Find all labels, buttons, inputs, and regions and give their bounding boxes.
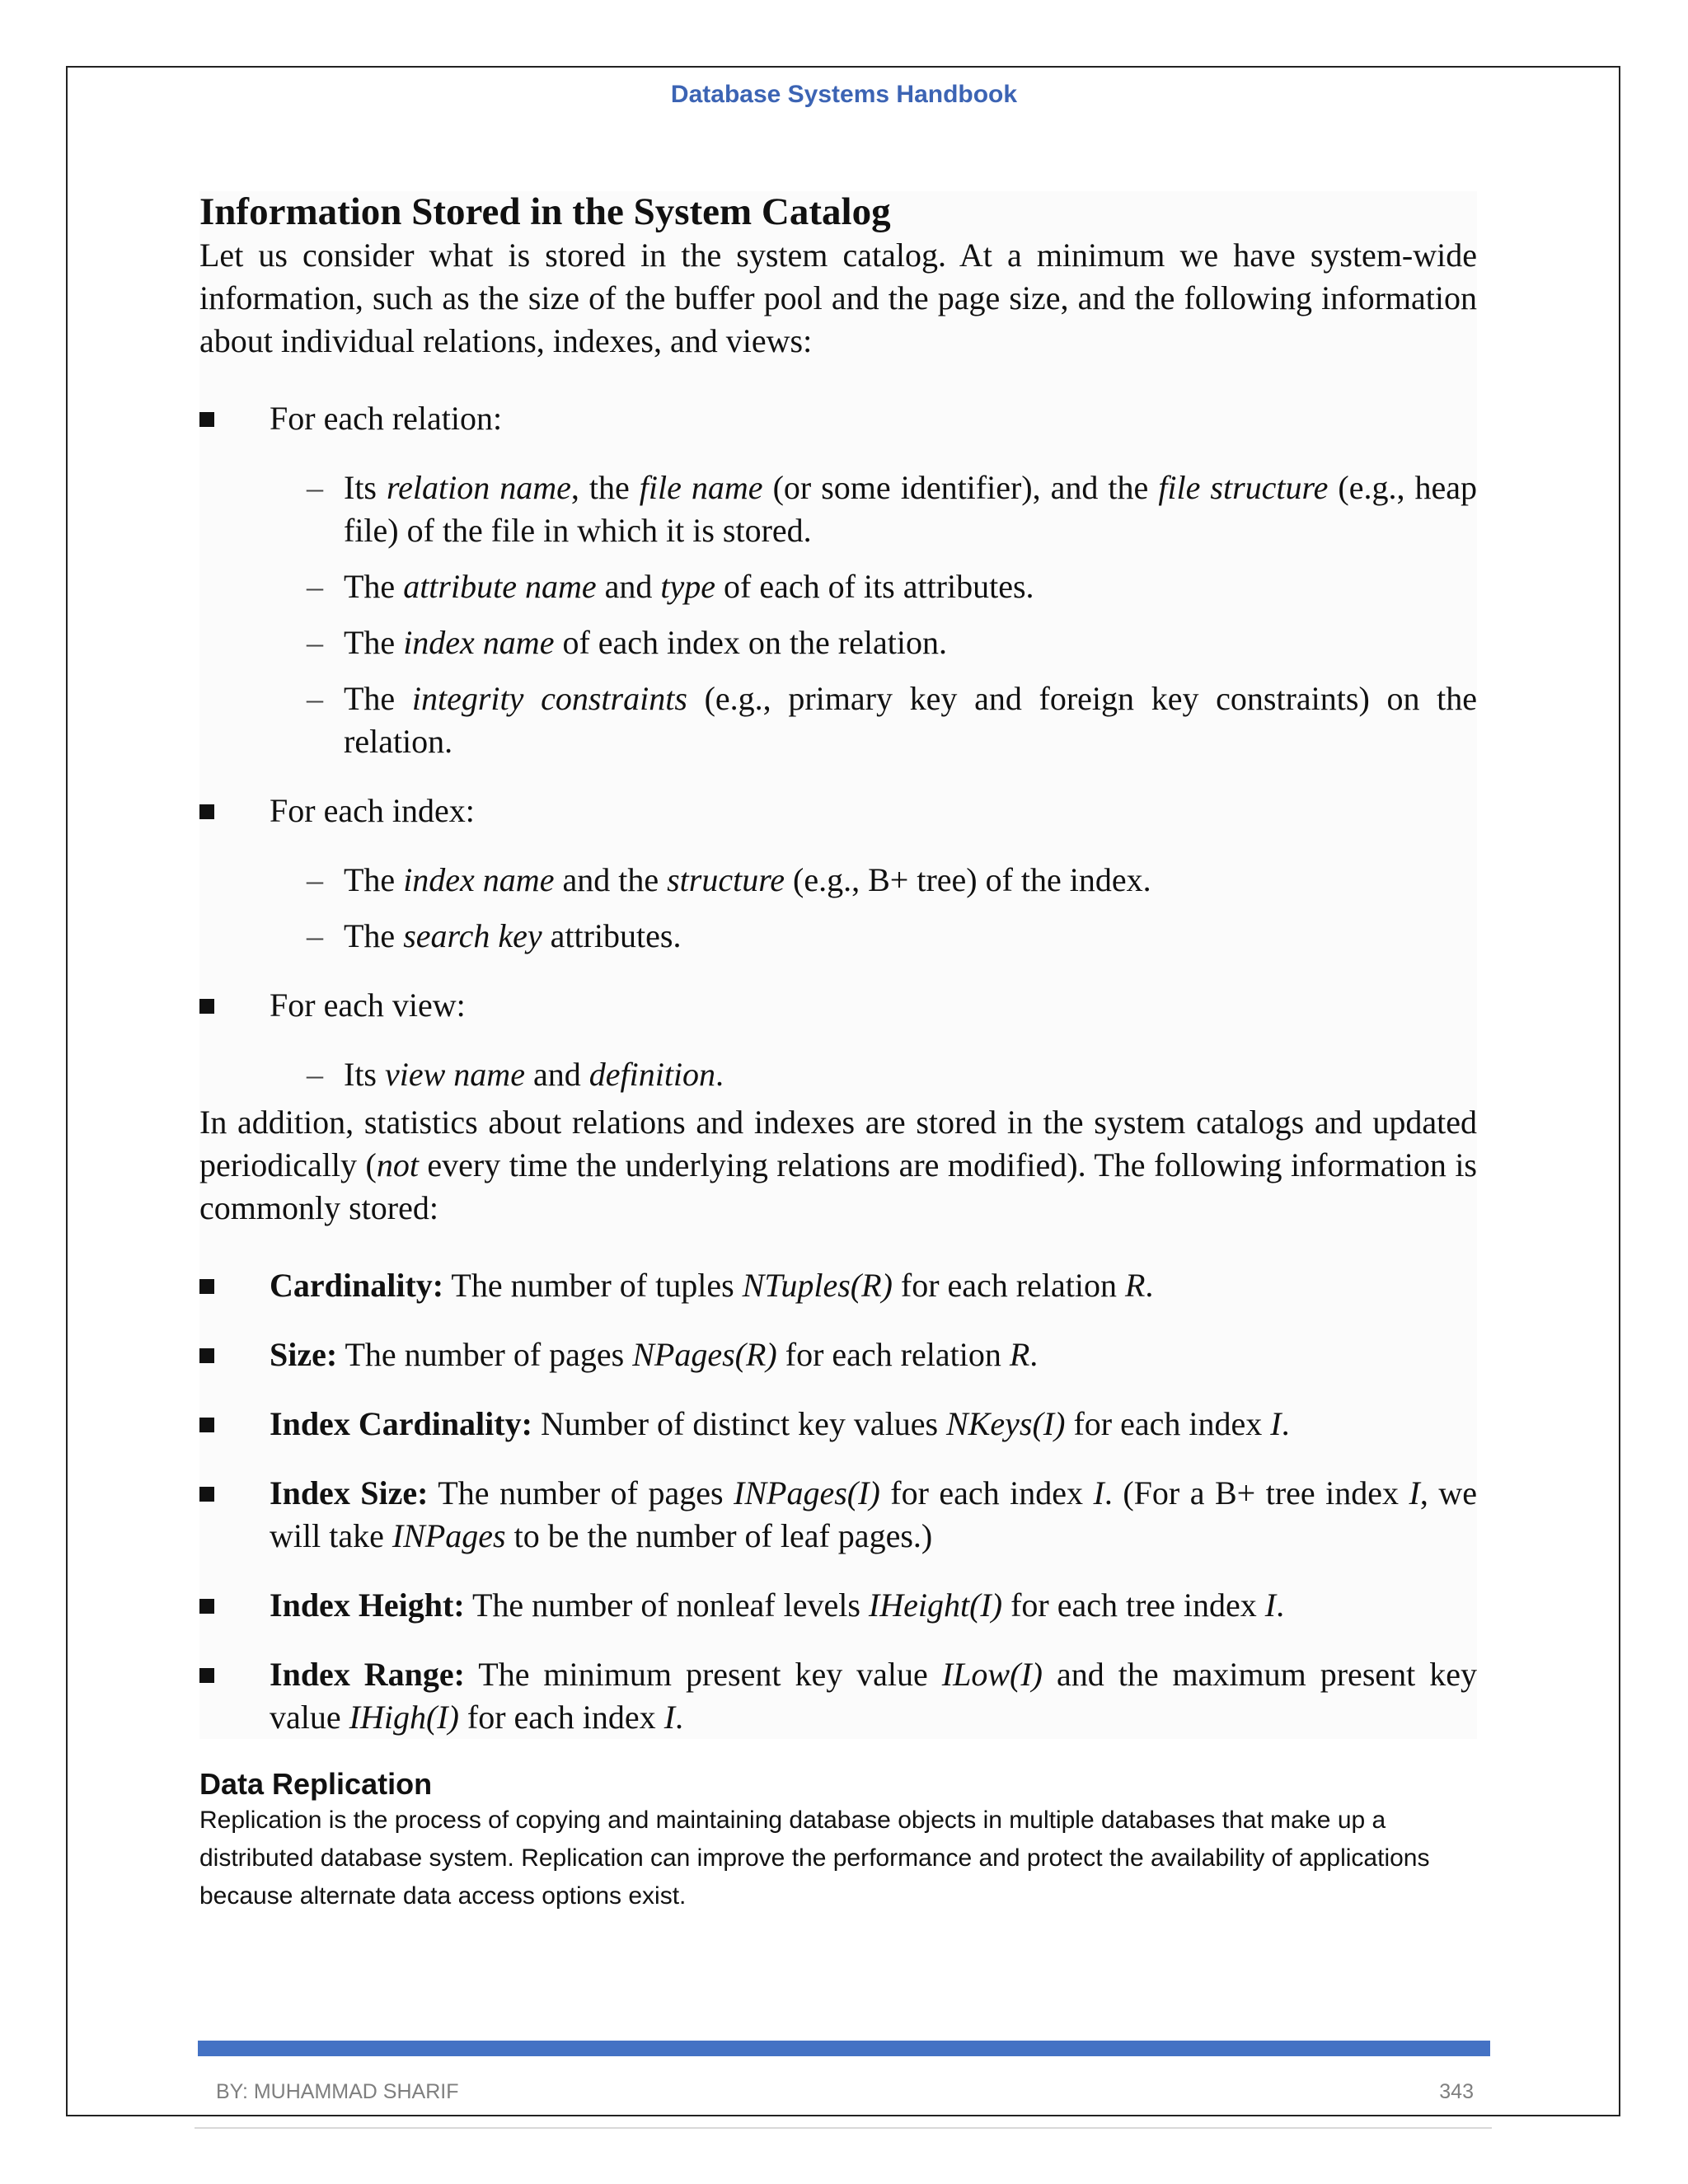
list-item: – The attribute name and type of each of its attributes. xyxy=(199,565,1477,608)
stat-size: Size: The number of pages NPages(R) for each relation R. xyxy=(199,1333,1477,1376)
statistics-list xyxy=(199,1264,1477,1739)
bullet-square-icon xyxy=(199,999,214,1014)
page-number: 343 xyxy=(1439,2080,1474,2103)
stat-index-height: Index Height: The number of nonleaf levels IHeight(I) for each tree index I. xyxy=(199,1584,1477,1627)
dash-icon: – xyxy=(307,468,323,506)
bullet-square-icon xyxy=(199,1668,214,1683)
footer-bar xyxy=(198,2041,1490,2056)
relation-subitems xyxy=(199,466,1477,763)
bullet-label: For each index: xyxy=(270,791,475,829)
stats-intro-paragraph: In addition, statistics about relations and indexes are stored in the system catalogs and updated periodically (not every time the underlying relations are modified). The following information is commonly stored: xyxy=(199,1103,1477,1226)
stat-index-cardinality: Index Cardinality: Number of distinct key values NKeys(I) for each index I. xyxy=(199,1403,1477,1446)
list-item: – The integrity constraints (e.g., primary key and foreign key constraints) on the relation. xyxy=(199,677,1477,763)
list-item: – The index name of each index on the relation. xyxy=(199,621,1477,664)
catalog-excerpt xyxy=(199,191,1477,1739)
dash-icon: – xyxy=(307,679,323,717)
stat-cardinality: Cardinality: The number of tuples NTuples(R) for each relation R. xyxy=(199,1264,1477,1307)
running-header: Database Systems Handbook xyxy=(670,81,1018,108)
relation-bullet xyxy=(199,397,1477,440)
bullet-label: For each view: xyxy=(270,986,466,1024)
bullet-square-icon xyxy=(199,804,214,819)
dash-icon: – xyxy=(307,860,323,898)
index-subitems xyxy=(199,859,1477,958)
view-subitems xyxy=(199,1053,1477,1096)
bullet-square-icon xyxy=(199,1348,214,1363)
list-item: – The index name and the structure (e.g., B+ tree) of the index. xyxy=(199,859,1477,902)
page-content xyxy=(199,191,1477,1915)
page-bottom-rule xyxy=(195,2127,1492,2129)
list-item: – Its view name and definition. xyxy=(199,1053,1477,1096)
catalog-list xyxy=(199,397,1477,1096)
bullet-square-icon xyxy=(199,412,214,427)
dash-icon: – xyxy=(307,916,323,954)
dash-icon: – xyxy=(307,623,323,661)
stat-index-range: Index Range: The minimum present key value ILow(I) and the maximum present key value IHigh(I) for each index I. xyxy=(199,1653,1477,1739)
stat-index-size: Index Size: The number of pages INPages(I) for each index I. (For a B+ tree index I, we will take INPages to be the number of leaf pages.) xyxy=(199,1472,1477,1558)
bullet-square-icon xyxy=(199,1279,214,1294)
section-title: Information Stored in the System Catalog xyxy=(199,190,891,233)
view-bullet xyxy=(199,984,1477,1027)
footer-author: BY: MUHAMMAD SHARIF xyxy=(216,2080,459,2103)
list-item: – The search key attributes. xyxy=(199,915,1477,958)
replication-paragraph: Replication is the process of copying and maintaining database objects in multiple databases that make up a distributed database system. Replication can improve the performance and protect the availability of applications because alternate data access options exist. xyxy=(199,1806,1430,1910)
intro-paragraph: Let us consider what is stored in the system catalog. At a minimum we have system-wide information, such as the size of the buffer pool and the page size, and the following information about individual relations, indexes, and views: xyxy=(199,236,1477,359)
bullet-square-icon xyxy=(199,1487,214,1502)
dash-icon: – xyxy=(307,1055,323,1093)
index-bullet xyxy=(199,790,1477,832)
bullet-label: For each relation: xyxy=(270,399,503,437)
dash-icon: – xyxy=(307,567,323,605)
replication-title: Data Replication xyxy=(199,1766,433,1801)
bullet-square-icon xyxy=(199,1599,214,1614)
list-item: – Its relation name, the file name (or some identifier), and the file structure (e.g., heap file) of the file in which it is stored. xyxy=(199,466,1477,552)
bullet-square-icon xyxy=(199,1418,214,1432)
